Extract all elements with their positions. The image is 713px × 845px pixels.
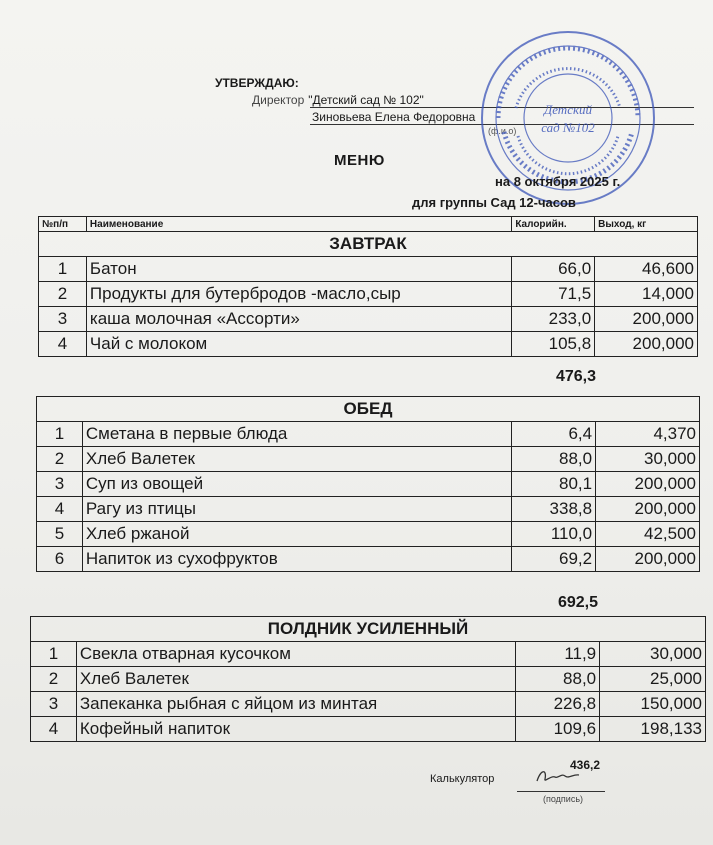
table-row [39, 257, 698, 282]
table-row [31, 667, 706, 692]
row-out: 198,133 [600, 717, 706, 742]
row-num: 2 [39, 282, 87, 307]
director-org: "Детский сад № 102" [308, 93, 424, 107]
row-out: 30,000 [600, 642, 706, 667]
table-row [37, 497, 700, 522]
snack-table [30, 616, 706, 742]
approve-label: УТВЕРЖДАЮ: [215, 76, 299, 90]
row-cal: 109,6 [516, 717, 600, 742]
row-name: Батон [86, 257, 511, 282]
row-cal: 110,0 [512, 522, 596, 547]
row-cal: 338,8 [512, 497, 596, 522]
table-row [39, 282, 698, 307]
snack-total: 436,2 [569, 758, 600, 772]
row-out: 200,000 [595, 307, 698, 332]
fio-note: (ф.и.о) [488, 126, 517, 136]
row-name: Хлеб Валетек [82, 447, 511, 472]
table-row [37, 472, 700, 497]
row-num: 3 [39, 307, 87, 332]
row-cal: 11,9 [516, 642, 600, 667]
row-cal: 66,0 [512, 257, 595, 282]
col-out: Выход, кг [595, 217, 698, 232]
director-label: Директор [252, 93, 305, 107]
row-num: 1 [39, 257, 87, 282]
row-out: 25,000 [600, 667, 706, 692]
director-line [252, 93, 424, 107]
signature-line [517, 791, 605, 792]
row-name: Свекла отварная кусочком [76, 642, 515, 667]
row-name: Чай с молоком [86, 332, 511, 357]
breakfast-table [38, 216, 698, 357]
lunch-total: 692,5 [557, 594, 598, 611]
signature-note: (подпись) [543, 794, 584, 804]
signature-icon [533, 765, 583, 787]
row-num: 1 [37, 422, 83, 447]
calculator-label: Калькулятор [430, 773, 495, 785]
table-row [31, 692, 706, 717]
table-row [39, 307, 698, 332]
row-out: 14,000 [595, 282, 698, 307]
table-header [39, 217, 698, 232]
row-name: Напиток из сухофруктов [82, 547, 511, 572]
row-num: 1 [31, 642, 77, 667]
row-name: Сметана в первые блюда [82, 422, 511, 447]
row-cal: 71,5 [512, 282, 595, 307]
table-row [37, 422, 700, 447]
col-num: №п/п [39, 217, 87, 232]
row-num: 6 [37, 547, 83, 572]
section-title: ЗАВТРАК [39, 232, 698, 257]
row-name: каша молочная «Ассорти» [86, 307, 511, 332]
row-name: Суп из овощей [82, 472, 511, 497]
table-row [37, 522, 700, 547]
row-out: 42,500 [596, 522, 700, 547]
row-cal: 233,0 [512, 307, 595, 332]
row-num: 3 [31, 692, 77, 717]
row-num: 2 [37, 447, 83, 472]
col-name: Наименование [86, 217, 511, 232]
row-cal: 226,8 [516, 692, 600, 717]
section-title: ОБЕД [37, 397, 700, 422]
table-row [31, 717, 706, 742]
row-name: Хлеб ржаной [82, 522, 511, 547]
row-cal: 80,1 [512, 472, 596, 497]
row-name: Продукты для бутербродов -масло,сыр [86, 282, 511, 307]
breakfast-total: 476,3 [555, 368, 596, 385]
table-row [31, 642, 706, 667]
row-num: 4 [37, 497, 83, 522]
svg-text:сад №102: сад №102 [541, 120, 595, 135]
row-num: 5 [37, 522, 83, 547]
row-name: Запеканка рыбная с яйцом из минтая [76, 692, 515, 717]
row-num: 4 [39, 332, 87, 357]
row-name: Хлеб Валетек [76, 667, 515, 692]
row-out: 200,000 [596, 547, 700, 572]
row-num: 2 [31, 667, 77, 692]
table-row [39, 332, 698, 357]
director-name: Зиновьева Елена Федоровна [312, 110, 476, 124]
row-cal: 6,4 [512, 422, 596, 447]
row-name: Кофейный напиток [76, 717, 515, 742]
row-out: 30,000 [596, 447, 700, 472]
section-title: ПОЛДНИК УСИЛЕННЫЙ [31, 617, 706, 642]
row-cal: 69,2 [512, 547, 596, 572]
row-out: 4,370 [596, 422, 700, 447]
row-out: 150,000 [600, 692, 706, 717]
table-row [37, 447, 700, 472]
col-cal: Калорийн. [512, 217, 595, 232]
row-cal: 88,0 [516, 667, 600, 692]
row-out: 200,000 [595, 332, 698, 357]
row-cal: 105,8 [512, 332, 595, 357]
page-title: МЕНЮ [334, 152, 385, 169]
row-out: 200,000 [596, 497, 700, 522]
table-row [37, 547, 700, 572]
svg-text:Детский: Детский [543, 102, 593, 117]
row-num: 4 [31, 717, 77, 742]
menu-group: для группы Сад 12-часов [412, 195, 576, 210]
row-out: 46,600 [595, 257, 698, 282]
row-cal: 88,0 [512, 447, 596, 472]
row-name: Рагу из птицы [82, 497, 511, 522]
lunch-table [36, 396, 700, 572]
menu-date: на 8 октября 2025 г. [495, 174, 621, 189]
row-out: 200,000 [596, 472, 700, 497]
row-num: 3 [37, 472, 83, 497]
